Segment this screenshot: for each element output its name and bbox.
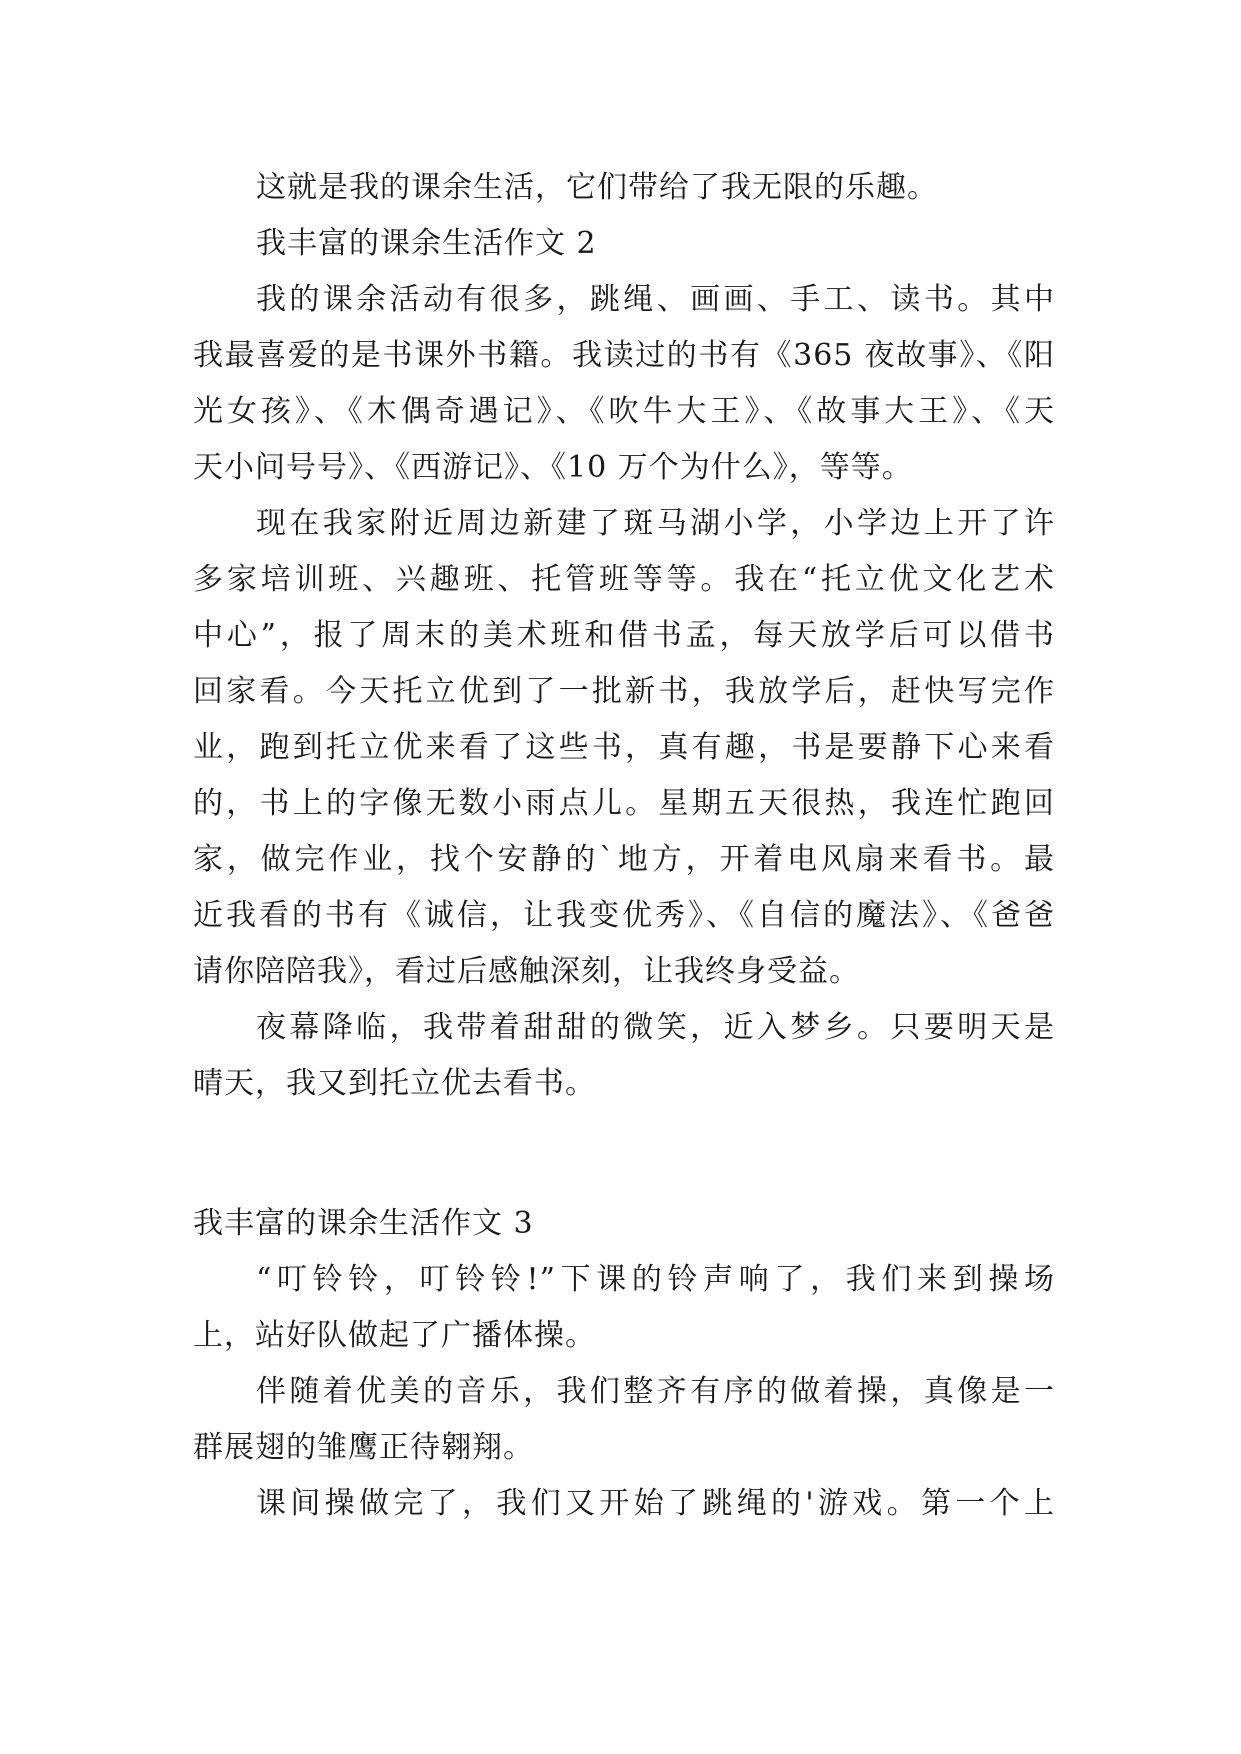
paragraph-line: 上，站好队做起了广播体操。: [193, 1318, 596, 1353]
paragraph-line: 近我看的书有《诚信，让我变优秀》、《自信的魔法》、《爸爸: [193, 898, 1055, 933]
paragraph-line: 晴天，我又到托立优去看书。: [193, 1066, 596, 1101]
paragraph-line: 光女孩》、《木偶奇遇记》、《吹牛大王》、《故事大王》、《天: [193, 394, 1055, 429]
paragraph-line: 中心”，报了周末的美术班和借书孟，每天放学后可以借书: [193, 618, 1055, 653]
paragraph-line: 天小问号号》、《西游记》、《10 万个为什么》，等等。: [193, 450, 913, 485]
paragraph-line: “叮铃铃，叮铃铃!”下课的铃声响了，我们来到操场: [256, 1262, 1055, 1297]
paragraph-line: 伴随着优美的音乐，我们整齐有序的做着操，真像是一: [256, 1374, 1055, 1409]
paragraph-line: 多家培训班、兴趣班、托管班等等。我在“托立优文化艺术: [193, 562, 1055, 597]
section-heading: 我丰富的课余生活作文 3: [193, 1206, 534, 1241]
paragraph-line: 现在我家附近周边新建了斑马湖小学，小学边上开了许: [256, 506, 1055, 541]
paragraph-line: 业，跑到托立优来看了这些书，真有趣，书是要静下心来看: [193, 730, 1055, 765]
paragraph-line: 回家看。今天托立优到了一批新书，我放学后，赶快写完作: [193, 674, 1055, 709]
section-heading: 我丰富的课余生活作文 2: [256, 226, 597, 261]
paragraph-line: 这就是我的课余生活，它们带给了我无限的乐趣。: [256, 170, 938, 205]
paragraph-line: 我的课余活动有很多，跳绳、画画、手工、读书。其中: [256, 282, 1055, 317]
paragraph-line: 我最喜爱的是书课外书籍。我读过的书有《365 夜故事》、《阳: [193, 338, 1055, 373]
paragraph-line: 群展翅的雏鹰正待翱翔。: [193, 1430, 534, 1465]
paragraph-line: 夜幕降临，我带着甜甜的微笑，近入梦乡。只要明天是: [256, 1010, 1055, 1045]
paragraph-line: 家，做完作业，找个安静的`地方，开着电风扇来看书。最: [193, 842, 1055, 877]
paragraph-line: 课间操做完了，我们又开始了跳绳的'游戏。第一个上: [256, 1486, 1055, 1521]
paragraph-line: 的，书上的字像无数小雨点儿。星期五天很热，我连忙跑回: [193, 786, 1055, 821]
paragraph-line: 请你陪陪我》，看过后感触深刻，让我终身受益。: [193, 954, 860, 989]
